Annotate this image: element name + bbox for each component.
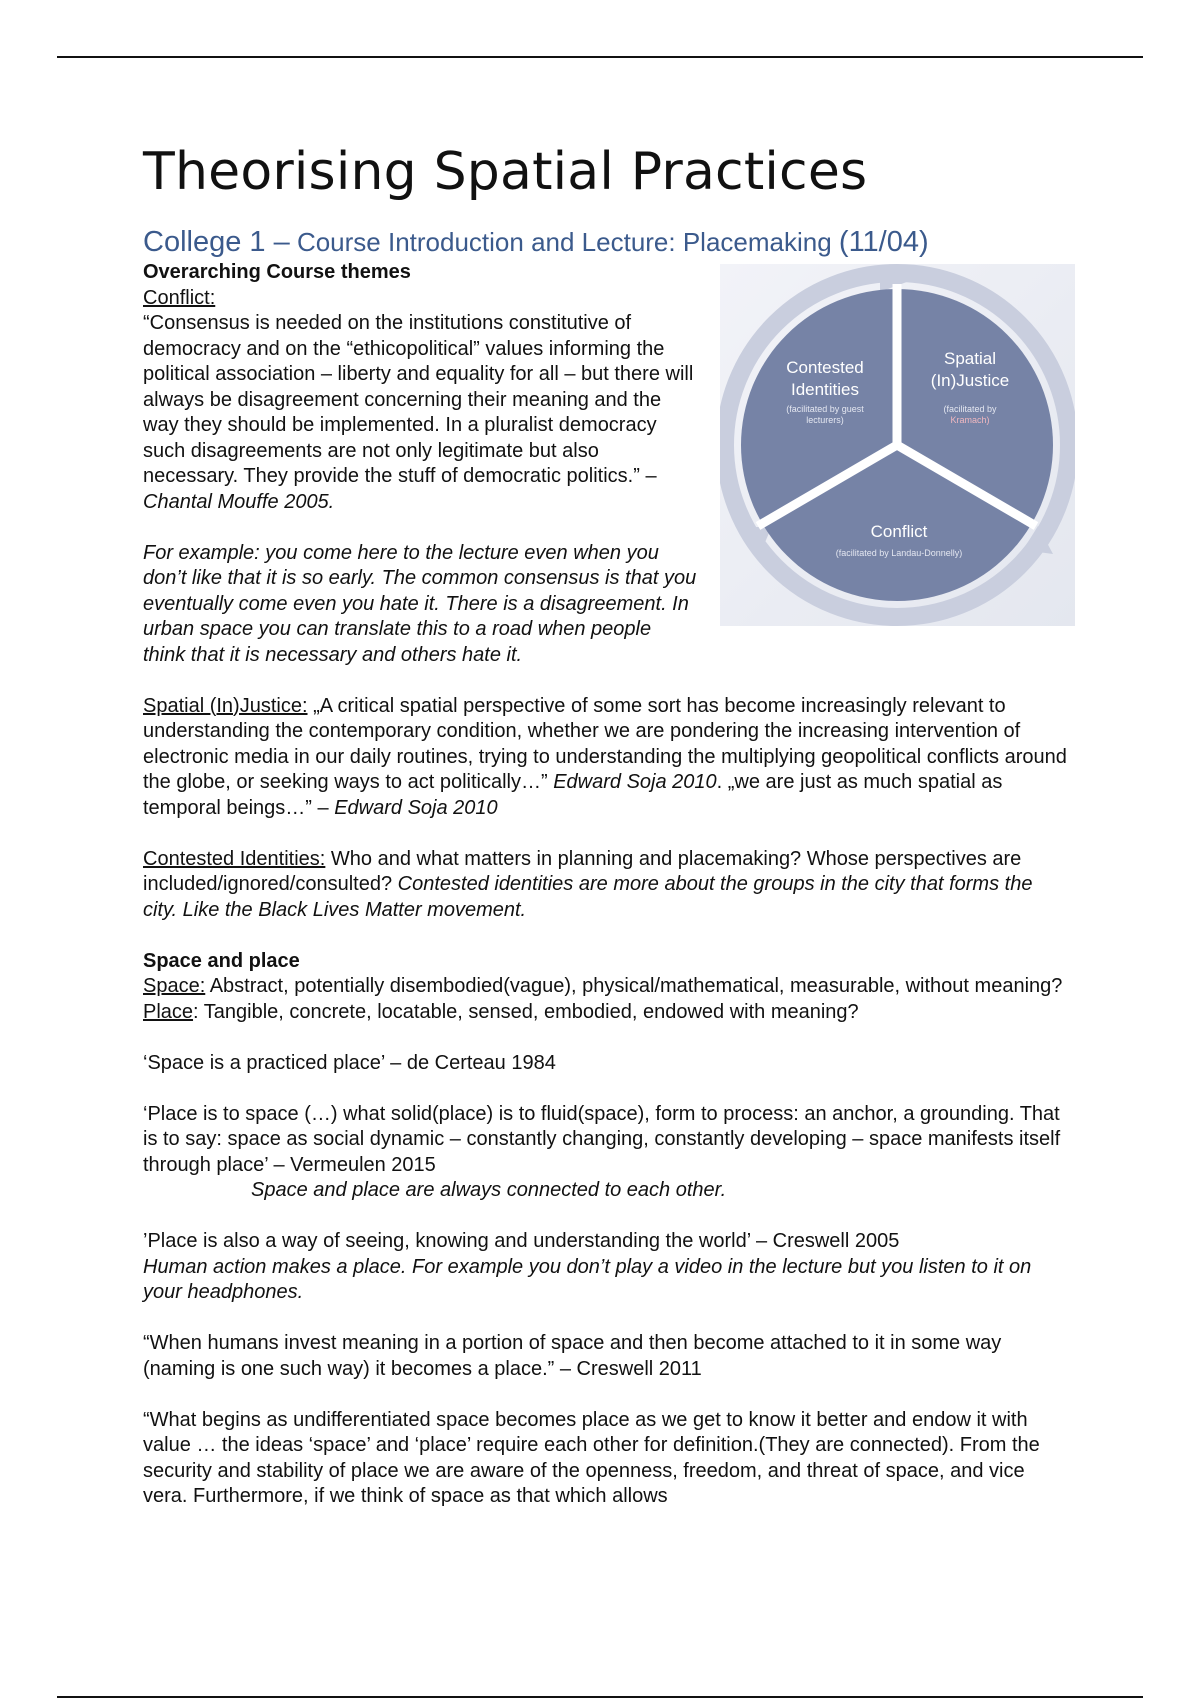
lecture-date: (11/04) [838, 226, 929, 258]
course-themes-diagram [720, 264, 1075, 626]
justice-author-2: Edward Soja 2010 [334, 796, 498, 819]
segment-justice-sub-1: (facilitated by [943, 404, 997, 414]
identities-paragraph: Contested Identities: Who and what matters in planning and placemaking? Whose perspectives are included/ignored/consulted? Contested identities are more about the groups in the city that forms the city. Like the Black Lives Matter movement. [143, 847, 1033, 921]
spacer [143, 1382, 1068, 1408]
quote-undifferentiated-space: “What begins as undifferentiated space becomes place as we get to know it better and endow it with value … the ideas ‘space’ and ‘place’ require each other for definition.(They are connected). From the security and stability of place we are aware of the openness, freedom, and threat of space, and vice vera. Furthermore, if we think of space as that which allows [143, 1408, 1040, 1507]
justice-label: Spatial (In)Justice: [143, 694, 308, 717]
spacer [143, 1025, 1068, 1051]
place-label: Place [143, 1000, 194, 1023]
justice-paragraph: Spatial (In)Justice: „A critical spatial perspective of some sort has become increasingly relevant to understanding the contemporary condition, whether we are pondering the increasing intervention of electronic media in our daily routines, trying to understanding the multiplying geopolitical conflicts around the globe, or seeking ways to act politically…” Edward Soja 2010. „we are just as much spatial as temporal beings…” – Edward Soja 2010 [143, 694, 1067, 819]
space-definition: Space: Abstract, potentially disembodied(vague), physical/mathematical, measurable, without meaning? [143, 975, 1063, 997]
document-title: Theorising Spatial Practices [143, 142, 868, 202]
creswell-2005-note: Human action makes a place. For example you don’t play a video in the lecture but you listen to it on your headphones. [143, 1255, 1032, 1303]
segment-justice-sub-2: Kramach) [950, 415, 990, 425]
document-body [143, 140, 1068, 1510]
space-label: Space: [143, 975, 206, 997]
themes-cycle-chart [720, 264, 1075, 626]
themes-heading: Overarching Course themes [143, 261, 411, 283]
bottom-rule [57, 1696, 1143, 1698]
identities-note: Contested identities are more about the groups in the city that forms the city. Like the Black Lives Matter movement. [143, 873, 1033, 921]
spacer [143, 821, 1068, 847]
spacer [143, 668, 1068, 694]
lecture-topic: Course Introduction and Lecture: Placemaking [289, 227, 839, 257]
conflict-quote: “Consensus is needed on the institutions constitutive of democracy and on the “ethicopolitical” values informing the political association – liberty and equality for all – but there will always be disagreement concerning their meaning and the way they should be implemented. In a pluralist democracy such disagreements are not only legitimate but also necessary. They provide the stuff of democratic politics.” – Chantal Mouffe 2005. [143, 312, 694, 513]
segment-contested-title-2: Identities [790, 380, 860, 399]
space-place-heading: Space and place [143, 949, 300, 972]
conflict-author: Chantal Mouffe 2005. [143, 490, 335, 513]
quote-de-certeau: ‘Space is a practiced place’ – de Certeau 1984 [143, 1051, 556, 1074]
segment-contested-title-1: Contested [786, 358, 864, 377]
segment-conflict-title: Conflict [870, 522, 928, 541]
vermeulen-note: Space and place are always connected to each other. [251, 1179, 727, 1201]
quote-creswell-2011: “When humans invest meaning in a portion of space and then become attached to it in some way (naming is one such way) it becomes a place.” – Creswell 2011 [143, 1332, 1002, 1380]
identities-label: Contested Identities: [143, 847, 326, 870]
lecture-heading [143, 224, 1068, 260]
segment-justice-title-1: Spatial [944, 349, 996, 368]
justice-author-1: Edward Soja 2010 [553, 771, 717, 793]
college-label: College 1 – [143, 226, 290, 258]
segment-contested-sub-1: (facilitated by guest [786, 404, 864, 414]
conflict-example: For example: you come here to the lecture even when you don’t like that it is so early. The common consensus is that you eventually come even you hate it. There is a disagreement. In urban space you can translate this to a road when people think that it is necessary and others hate it. [143, 541, 697, 666]
quote-creswell-2005: ’Place is also a way of seeing, knowing and understanding the world’ – Creswell 2005 [143, 1230, 900, 1252]
quote-vermeulen: ‘Place is to space (…) what solid(place) is to fluid(space), form to process: an anchor, a grounding. That is to say: space as social dynamic – constantly changing, constantly developing – space manifests itself through place’ – Vermeulen 2015 [143, 1102, 1061, 1176]
place-definition: Place: Tangible, concrete, locatable, sensed, embodied, endowed with meaning? [143, 1000, 859, 1023]
segment-justice-title-2: (In)Justice [930, 371, 1010, 390]
segment-conflict-sub: (facilitated by Landau-Donnelly) [835, 548, 963, 558]
spacer [143, 1204, 1068, 1230]
segment-contested-sub-2: lecturers) [806, 415, 844, 425]
spacer [143, 923, 1068, 949]
conflict-label: Conflict: [143, 286, 216, 309]
spacer [143, 1306, 1068, 1332]
spacer [143, 1076, 1068, 1102]
top-rule [57, 56, 1143, 58]
